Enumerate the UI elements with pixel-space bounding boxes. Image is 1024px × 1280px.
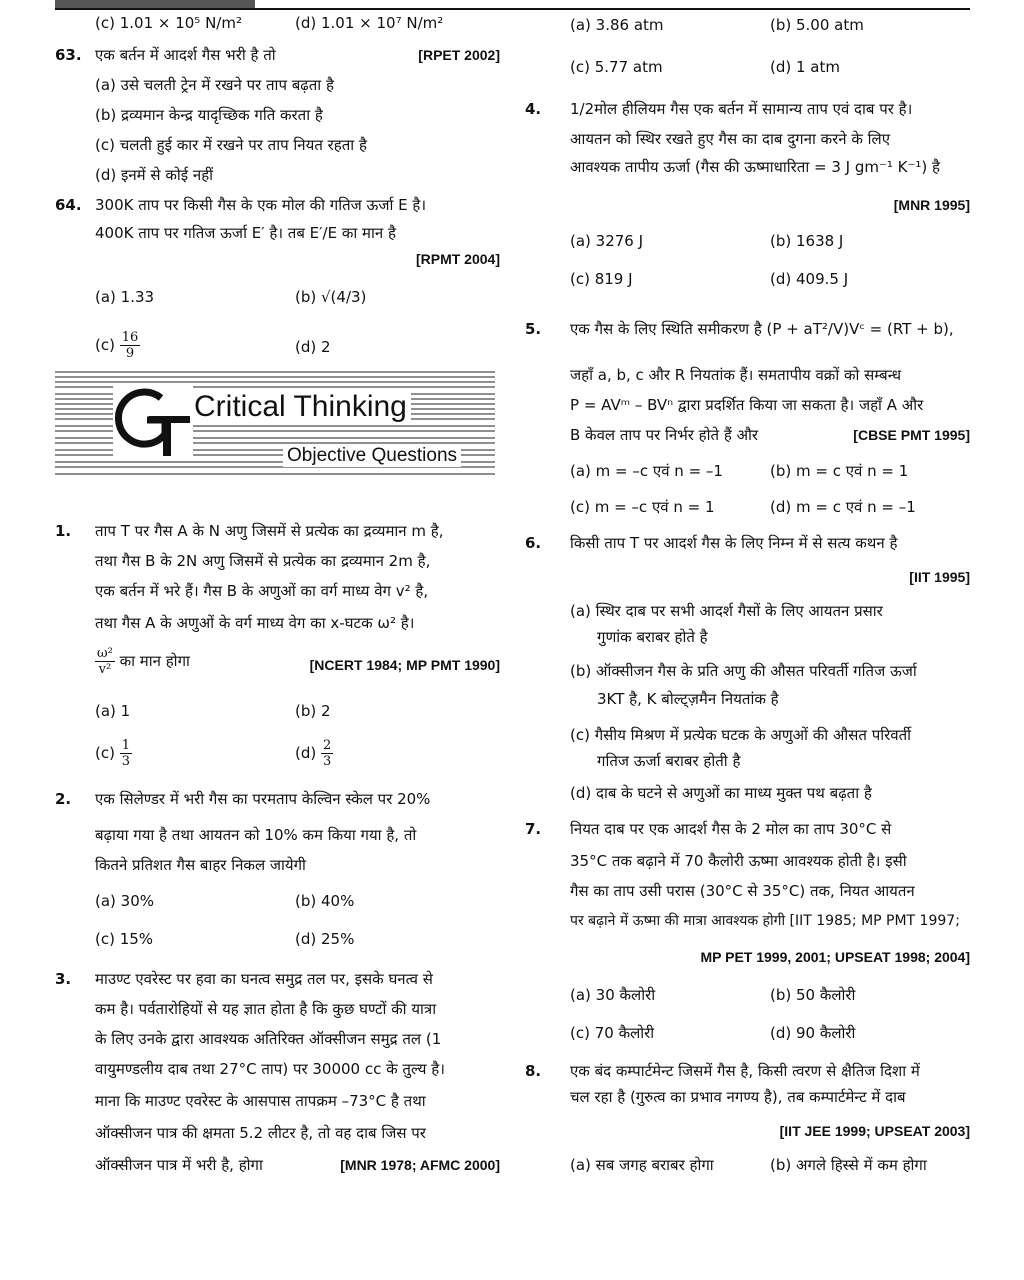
q3-option-a: (a) 3.86 atm: [570, 16, 664, 34]
question-number: 7.: [525, 820, 542, 838]
question-number: 4.: [525, 100, 542, 118]
question-stem: किसी ताप T पर आदर्श गैस के लिए निम्न में से सत्य कथन है: [570, 534, 898, 552]
question-line: चल रहा है (गुरुत्व का प्रभाव नगण्य है), तब कम्पार्टमेन्ट में दाब: [570, 1088, 906, 1106]
q62-option-c: (c) 1.01 × 10⁵ N/m²: [95, 14, 242, 32]
question-source: [MNR 1978; AFMC 2000]: [340, 1157, 500, 1173]
numerator: 1: [121, 738, 131, 753]
question-number: 8.: [525, 1062, 542, 1080]
question-source: [IIT JEE 1999; UPSEAT 2003]: [779, 1123, 970, 1139]
q2-option-a: (a) 30%: [95, 892, 155, 910]
denominator: 3: [323, 754, 332, 769]
q63-option-a: (a) उसे चलती ट्रेन में रखने पर ताप बढ़ता है: [95, 76, 334, 94]
q5-option-c: (c) m = –c एवं n = 1: [570, 498, 715, 516]
question-line: कम है। पर्वतारोहियों से यह ज्ञात होता है कि कुछ घण्टों की यात्रा: [95, 1000, 437, 1018]
q8-option-a: (a) सब जगह बराबर होगा: [570, 1156, 714, 1174]
q6-option-a-cont: गुणांक बराबर होते है: [597, 628, 708, 646]
question-line: 35°C तक बढ़ाने में 70 कैलोरी ऊष्मा आवश्यक होती है। इसी: [570, 852, 907, 870]
q5-option-a: (a) m = –c एवं n = –1: [570, 462, 723, 480]
q5-option-b: (b) m = c एवं n = 1: [770, 462, 909, 480]
question-source: [RPET 2002]: [418, 47, 500, 63]
question-line: 1/2मोल हीलियम गैस एक बर्तन में सामान्य ताप एवं दाब पर है।: [570, 100, 913, 118]
q63-option-c: (c) चलती हुई कार में रखने पर ताप नियत रहता है: [95, 136, 367, 154]
right-column: [525, 0, 970, 1280]
question-number: 1.: [55, 522, 72, 540]
question-line-fraction: [95, 646, 190, 677]
q1-option-b: (b) 2: [295, 702, 331, 720]
q64-option-d: (d) 2: [295, 338, 331, 356]
question-stem-line-1: 300K ताप पर किसी गैस के एक मोल की गतिज ऊर्जा E है।: [95, 196, 427, 214]
q6-option-a: (a) स्थिर दाब पर सभी आदर्श गैसों के लिए आयतन प्रसार: [570, 602, 883, 620]
question-line: नियत दाब पर एक आदर्श गैस के 2 मोल का ताप 30°C से: [570, 820, 892, 838]
question-number: 6.: [525, 534, 542, 552]
q1-option-d: [295, 738, 333, 769]
option-label: (c): [95, 336, 115, 354]
question-tail: का मान होगा: [119, 652, 190, 670]
q4-option-d: (d) 409.5 J: [770, 270, 849, 288]
question-line: कितने प्रतिशत गैस बाहर निकल जायेगी: [95, 856, 306, 874]
q7-option-c: (c) 70 कैलोरी: [570, 1024, 655, 1042]
q7-option-d: (d) 90 कैलोरी: [770, 1024, 856, 1042]
q4-option-a: (a) 3276 J: [570, 232, 644, 250]
question-stem: एक बर्तन में आदर्श गैस भरी है तो: [95, 46, 276, 64]
denominator: 9: [125, 346, 135, 361]
numerator: ω²: [97, 646, 113, 661]
q4-option-c: (c) 819 J: [570, 270, 633, 288]
q6-option-b-cont: 3KT है, K बोल्ट्ज़मैन नियतांक है: [597, 690, 779, 708]
fraction: [120, 738, 132, 769]
question-line: गैस का ताप उसी परास (30°C से 35°C) तक, नियत आयतन: [570, 882, 915, 900]
denominator: 3: [121, 754, 131, 769]
question-line: तथा गैस B के 2N अणु जिसमें से प्रत्येक का द्रव्यमान 2m है,: [95, 552, 431, 570]
q5-option-d: (d) m = c एवं n = –1: [770, 498, 916, 516]
question-line: एक बंद कम्पार्टमेन्ट जिसमें गैस है, किसी त्वरण से क्षैतिज दिशा में: [570, 1062, 920, 1080]
question-number: 5.: [525, 320, 542, 338]
question-source: [IIT 1995]: [909, 569, 970, 585]
q4-option-b: (b) 1638 J: [770, 232, 844, 250]
q7-option-a: (a) 30 कैलोरी: [570, 986, 656, 1004]
banner-subtitle: Objective Questions: [283, 445, 461, 467]
question-line: बढ़ाया गया है तथा आयतन को 10% कम किया गया है, तो: [95, 826, 417, 844]
question-number: 64.: [55, 196, 82, 214]
q1-option-a: (a) 1: [95, 702, 131, 720]
question-line: आयतन को स्थिर रखते हुए गैस का दाब दुगना करने के लिए: [570, 130, 890, 148]
question-line: ऑक्सीजन पात्र की क्षमता 5.2 लीटर है, तो वह दाब जिस पर: [95, 1124, 426, 1142]
fraction: [321, 738, 333, 769]
banner-title: Critical Thinking: [190, 390, 411, 424]
question-line: एक बर्तन में भरे हैं। गैस B के अणुओं का वर्ग माध्य वेग v² है,: [95, 582, 429, 600]
numerator: 16: [121, 330, 139, 345]
question-line: ताप T पर गैस A के N अणु जिसमें से प्रत्येक का द्रव्यमान m है,: [95, 522, 444, 540]
question-line: ऑक्सीजन पात्र में भरी है, होगा: [95, 1156, 263, 1174]
q64-option-a: (a) 1.33: [95, 288, 155, 306]
q62-option-d: (d) 1.01 × 10⁷ N/m²: [295, 14, 444, 32]
option-label: (c): [95, 744, 115, 762]
q3-option-d: (d) 1 atm: [770, 58, 840, 76]
question-source: [RPMT 2004]: [415, 251, 500, 267]
question-line: एक गैस के लिए स्थिति समीकरण है (P + aT²/V)Vᶜ = (RT + b),: [570, 320, 954, 338]
question-number: 2.: [55, 790, 72, 808]
q2-option-c: (c) 15%: [95, 930, 154, 948]
question-source: [CBSE PMT 1995]: [853, 427, 970, 443]
question-line: तथा गैस A के अणुओं के वर्ग माध्य वेग का x-घटक ω² है।: [95, 614, 415, 632]
q63-option-b: (b) द्रव्यमान केन्द्र यादृच्छिक गति करता है: [95, 106, 323, 124]
question-stem-line-2: 400K ताप पर गतिज ऊर्जा E′ है। तब E′/E का मान है: [95, 224, 396, 242]
q6-option-c: (c) गैसीय मिश्रण में प्रत्येक घटक के अणुओं की औसत परिवर्ती: [570, 726, 912, 744]
question-source: MP PET 1999, 2001; UPSEAT 1998; 2004]: [700, 949, 970, 965]
q6-option-b: (b) ऑक्सीजन गैस के प्रति अणु की औसत परिवर्ती गतिज ऊर्जा: [570, 662, 917, 680]
numerator: 2: [323, 738, 332, 753]
denominator: v²: [98, 662, 112, 677]
question-line: आवश्यक तापीय ऊर्जा (गैस की ऊष्माधारिता = 3 J gm⁻¹ K⁻¹) है: [570, 158, 941, 176]
question-number: 63.: [55, 46, 82, 64]
question-line: वायुमण्डलीय दाब तथा 27°C ताप) पर 30000 cc के तुल्य है।: [95, 1060, 445, 1078]
q3-option-c: (c) 5.77 atm: [570, 58, 663, 76]
question-line: माउण्ट एवरेस्ट पर हवा का घनत्व समुद्र तल पर, इसके घनत्व से: [95, 970, 433, 988]
q7-option-b: (b) 50 कैलोरी: [770, 986, 856, 1004]
option-label: (d): [295, 744, 317, 762]
q1-option-c: [95, 738, 132, 769]
question-line: एक सिलेण्डर में भरी गैस का परमताप केल्विन स्केल पर 20%: [95, 790, 431, 808]
q64-option-b: (b) √(4/3): [295, 288, 367, 306]
question-line: पर बढ़ाने में ऊष्मा की मात्रा आवश्यक होगी [IIT 1985; MP PMT 1997;: [570, 913, 960, 929]
question-line: जहाँ a, b, c और R नियतांक हैं। समतापीय वक्रों को सम्बन्ध: [570, 366, 902, 384]
question-number: 3.: [55, 970, 72, 988]
question-source: [MNR 1995]: [893, 197, 970, 213]
question-source: [NCERT 1984; MP PMT 1990]: [309, 657, 500, 673]
q8-option-b: (b) अगले हिस्से में कम होगा: [770, 1156, 927, 1174]
q2-option-d: (d) 25%: [295, 930, 355, 948]
question-line: के लिए उनके द्वारा आवश्यक अतिरिक्त ऑक्सीजन समुद्र तल (1: [95, 1030, 442, 1048]
fraction: [95, 646, 115, 677]
q6-option-c-cont: गतिज ऊर्जा बराबर होती है: [597, 752, 741, 770]
q6-option-d: (d) दाब के घटने से अणुओं का माध्य मुक्त पथ बढ़ता है: [570, 784, 872, 802]
left-column-lower: [55, 0, 500, 1280]
question-line: B केवल ताप पर निर्भर होते हैं और: [570, 426, 759, 444]
q3-option-b: (b) 5.00 atm: [770, 16, 864, 34]
question-line: माना कि माउण्ट एवरेस्ट के आसपास तापक्रम –73°C है तथा: [95, 1092, 426, 1110]
q2-option-b: (b) 40%: [295, 892, 355, 910]
question-line: P = AVᵐ – BVⁿ द्वारा प्रदर्शित किया जा सकता है। जहाँ A और: [570, 396, 924, 414]
q63-option-d: (d) इनमें से कोई नहीं: [95, 166, 214, 184]
